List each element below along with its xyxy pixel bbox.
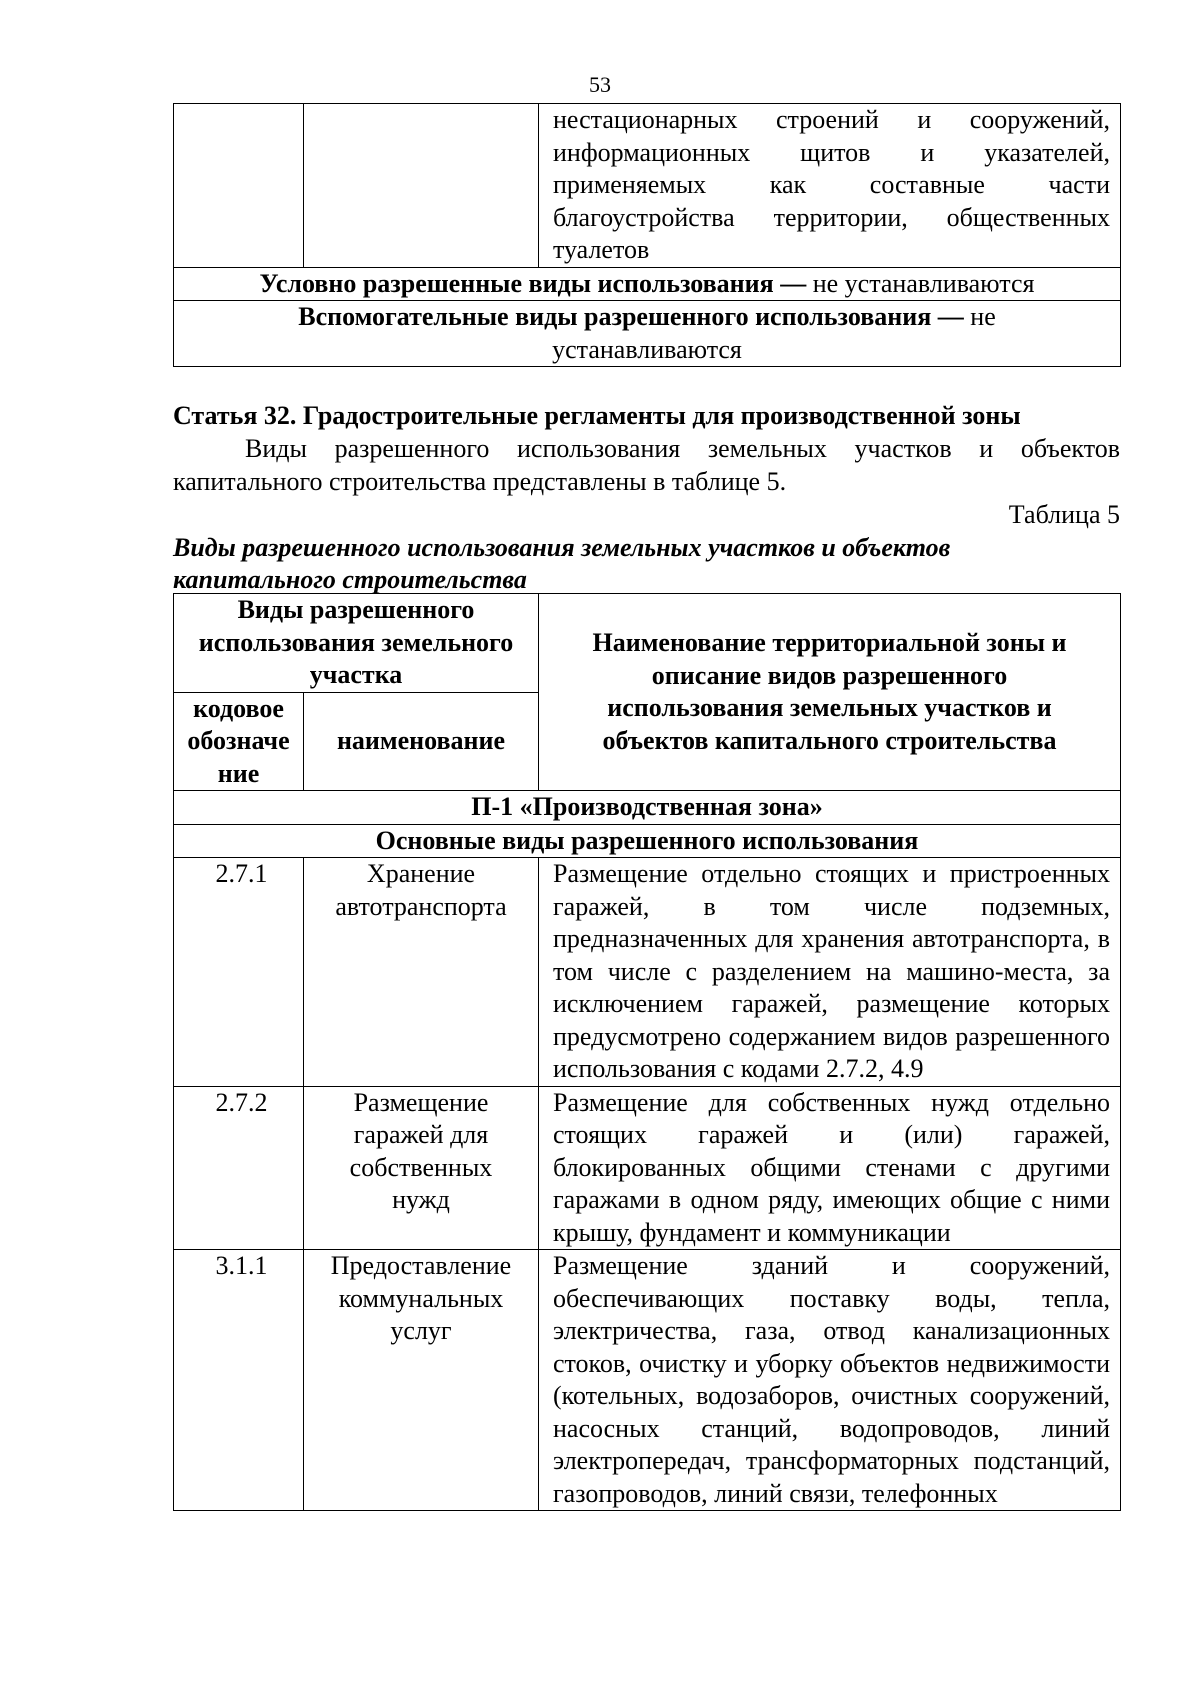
permitted-uses-table bbox=[173, 593, 1121, 1511]
table-row bbox=[174, 104, 1121, 268]
header-group-cell: Виды разрешенного использования земельного участка bbox=[174, 594, 539, 693]
main-uses-title-row: Основные виды разрешенного использования bbox=[174, 824, 1121, 858]
table-row bbox=[174, 824, 1121, 858]
header-name-cell: наименование bbox=[304, 692, 539, 791]
table-label: Таблица 5 bbox=[1008, 500, 1120, 529]
zone-title-row: П-1 «Производственная зона» bbox=[174, 791, 1121, 825]
auxiliary-uses-row bbox=[174, 301, 1121, 367]
article-heading: Статья 32. Градостроительные регламенты для производственной зоны bbox=[173, 401, 1021, 430]
table-row bbox=[174, 1250, 1121, 1511]
header-code-cell: кодовое обозначение bbox=[174, 692, 304, 791]
auxiliary-uses-label: Вспомогательные виды разрешенного использования — bbox=[298, 302, 964, 331]
previous-zone-table bbox=[173, 103, 1121, 367]
table-row bbox=[174, 1086, 1121, 1250]
conditional-uses-row bbox=[174, 267, 1121, 301]
name-cell: Размещение гаражей для собственных нужд bbox=[304, 1086, 539, 1250]
table-row bbox=[174, 791, 1121, 825]
continued-description-cell: нестационарных строений и сооружений, информационных щитов и указателей, применяемых как составные части благоустройства территории, общественных туалетов bbox=[539, 104, 1121, 268]
empty-cell bbox=[304, 104, 539, 268]
code-cell: 2.7.2 bbox=[174, 1086, 304, 1250]
auxiliary-uses-value: не устанавливаются bbox=[552, 302, 996, 364]
code-cell: 2.7.1 bbox=[174, 858, 304, 1087]
description-cell: Размещение для собственных нужд отдельно стоящих гаражей и (или) гаражей, блокированных общими стенами с другими гаражами в одном ряду, имеющих общие с ними крышу, фундамент и коммуникации bbox=[539, 1086, 1121, 1250]
name-cell: Предоставление коммунальных услуг bbox=[304, 1250, 539, 1511]
description-cell: Размещение зданий и сооружений, обеспечивающих поставку воды, тепла, электричества, газа, отвод канализационных стоков, очистку и уборку объектов недвижимости (котельных, водозаборов, очистных сооружений, насосных станций, водопроводов, линий электропередач, трансформаторных подстанций, газопроводов, линий связи, телефонных bbox=[539, 1250, 1121, 1511]
conditional-uses-label: Условно разрешенные виды использования — bbox=[259, 268, 807, 298]
table-caption: Виды разрешенного использования земельных участков и объектов капитального строительства bbox=[173, 533, 951, 594]
description-cell: Размещение отдельно стоящих и пристроенных гаражей, в том числе подземных, предназначенных для хранения автотранспорта, в том числе с разделением на машино-места, за исключением гаражей, размещение которых предусмотрено содержанием видов разрешенного использования с кодами 2.7.2, 4.9 bbox=[539, 858, 1121, 1087]
article-paragraph: Виды разрешенного использования земельных участков и объектов капитального строительства представлены в таблице 5. bbox=[173, 434, 1120, 496]
name-cell: Хранение автотранспорта bbox=[304, 858, 539, 1087]
page-number: 53 bbox=[589, 72, 611, 97]
code-cell: 3.1.1 bbox=[174, 1250, 304, 1511]
table-header-row bbox=[174, 594, 1121, 693]
table-row bbox=[174, 301, 1121, 367]
table-row bbox=[174, 858, 1121, 1087]
conditional-uses-value: не устанавливаются bbox=[806, 268, 1035, 298]
table-row bbox=[174, 267, 1121, 301]
header-description-cell: Наименование территориальной зоны и описание видов разрешенного использования земельных участков и объектов капитального строительства bbox=[539, 594, 1121, 791]
empty-cell bbox=[174, 104, 304, 268]
